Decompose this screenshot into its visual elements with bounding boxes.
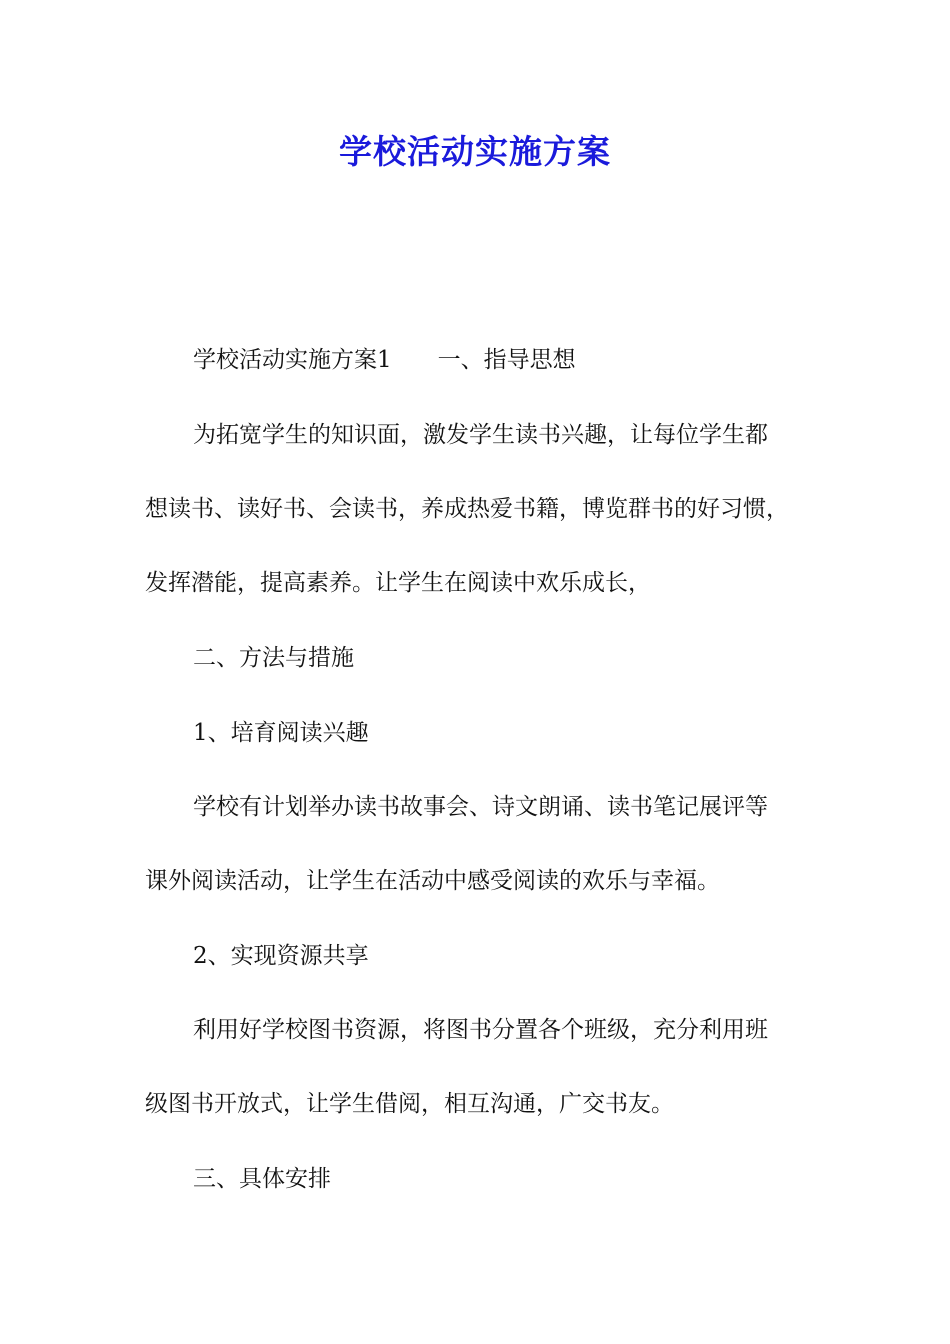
document-title: 学校活动实施方案 <box>339 132 611 171</box>
heading-methods <box>145 621 835 695</box>
paragraph-line: 为拓宽学生的知识面，激发学生读书兴趣，让每位学生都 <box>193 422 768 448</box>
section-heading-prefix: 学校活动实施方案1 <box>193 347 392 373</box>
heading-text: 2、实现资源共享 <box>193 943 369 969</box>
paragraph-line: 想读书、读好书、会读书，养成热爱书籍，博览群书的好习惯， <box>145 496 789 522</box>
paragraph-reading-interest <box>145 770 835 918</box>
heading-text: 三、具体安排 <box>193 1166 331 1192</box>
heading-text: 1、培育阅读兴趣 <box>193 720 369 746</box>
section-heading: 一、指导思想 <box>437 347 576 373</box>
heading-text: 二、方法与措施 <box>193 645 354 671</box>
section-heading-line <box>145 323 835 397</box>
subheading-resource-sharing <box>145 919 835 993</box>
paragraph-line: 利用好学校图书资源，将图书分置各个班级，充分利用班 <box>193 1017 768 1043</box>
heading-arrangement <box>145 1142 835 1216</box>
paragraph-line: 课外阅读活动，让学生在活动中感受阅读的欢乐与幸福。 <box>145 868 720 894</box>
subheading-reading-interest <box>145 696 835 770</box>
paragraph-guiding-idea <box>145 398 835 620</box>
paragraph-line: 发挥潜能，提高素养。让学生在阅读中欢乐成长， <box>145 570 651 596</box>
paragraph-line: 级图书开放式，让学生借阅，相互沟通，广交书友。 <box>145 1091 674 1117</box>
paragraph-line: 学校有计划举办读书故事会、诗文朗诵、读书笔记展评等 <box>193 794 768 820</box>
paragraph-resource-sharing <box>145 993 835 1141</box>
